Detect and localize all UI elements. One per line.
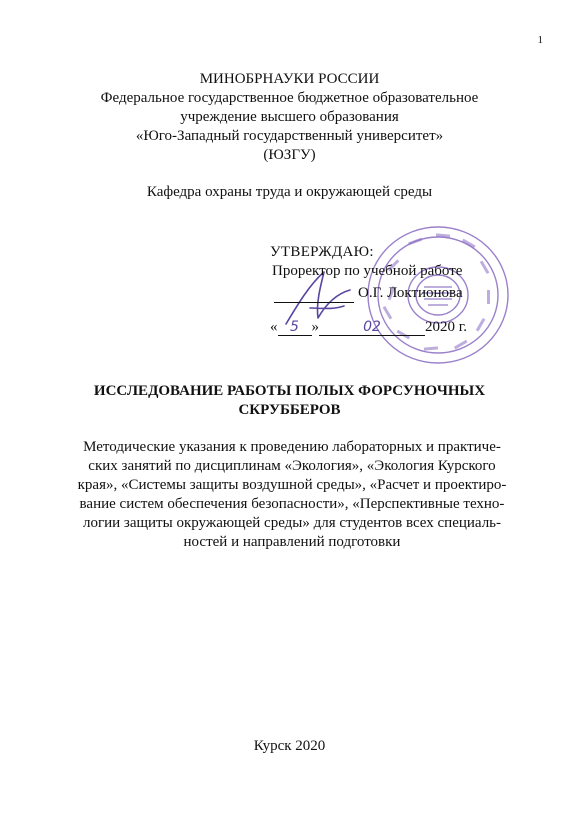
document-description: [72, 438, 512, 552]
institution-type-line-2: учреждение высшего образования: [180, 109, 399, 125]
date-day: 5: [278, 319, 312, 336]
description-line-5: логии защиты окружающей среды» для студентов всех специаль-: [82, 515, 502, 531]
institution-type-line-1: Федеральное государственное бюджетное образовательное: [100, 90, 479, 106]
date-open-quote: «: [270, 319, 278, 335]
approver-role: Проректор по учебной работе: [272, 263, 463, 279]
title-line-1: ИССЛЕДОВАНИЕ РАБОТЫ ПОЛЫХ ФОРСУНОЧНЫХ: [93, 383, 486, 399]
signature-line: [274, 302, 354, 303]
approval-block: [262, 222, 562, 382]
approval-title: УТВЕРЖДАЮ:: [270, 244, 374, 260]
page-number: 1: [537, 34, 543, 46]
description-line-2: ских занятий по дисциплинам «Экология», «Экология Курского: [88, 458, 496, 474]
ministry-name: МИНОБРНАУКИ РОССИИ: [199, 71, 380, 87]
approval-date: [270, 319, 467, 336]
date-month: 02: [319, 319, 425, 336]
description-line-1: Методические указания к проведению лабораторных и практиче-: [83, 439, 501, 455]
date-year: 2020 г.: [425, 319, 467, 335]
description-line-4: вание систем обеспечения безопасности», «Перспективные техно-: [79, 496, 505, 512]
title-line-2: СКРУББЕРОВ: [238, 402, 341, 418]
university-abbreviation: (ЮЗГУ): [263, 147, 316, 163]
date-close-quote: »: [311, 319, 319, 335]
document-title: [0, 382, 579, 420]
approver-name: О.Г. Локтионова: [358, 285, 463, 301]
university-name: «Юго-Западный государственный университет»: [135, 128, 444, 144]
department-name: Кафедра охраны труда и окружающей среды: [146, 184, 433, 200]
organization-header: [0, 70, 579, 165]
publication-place-year: Курск 2020: [253, 738, 326, 754]
description-line-3: края», «Системы защиты воздушной среды», «Расчет и проектиро-: [77, 477, 507, 493]
description-line-6: ностей и направлений подготовки: [183, 534, 401, 550]
